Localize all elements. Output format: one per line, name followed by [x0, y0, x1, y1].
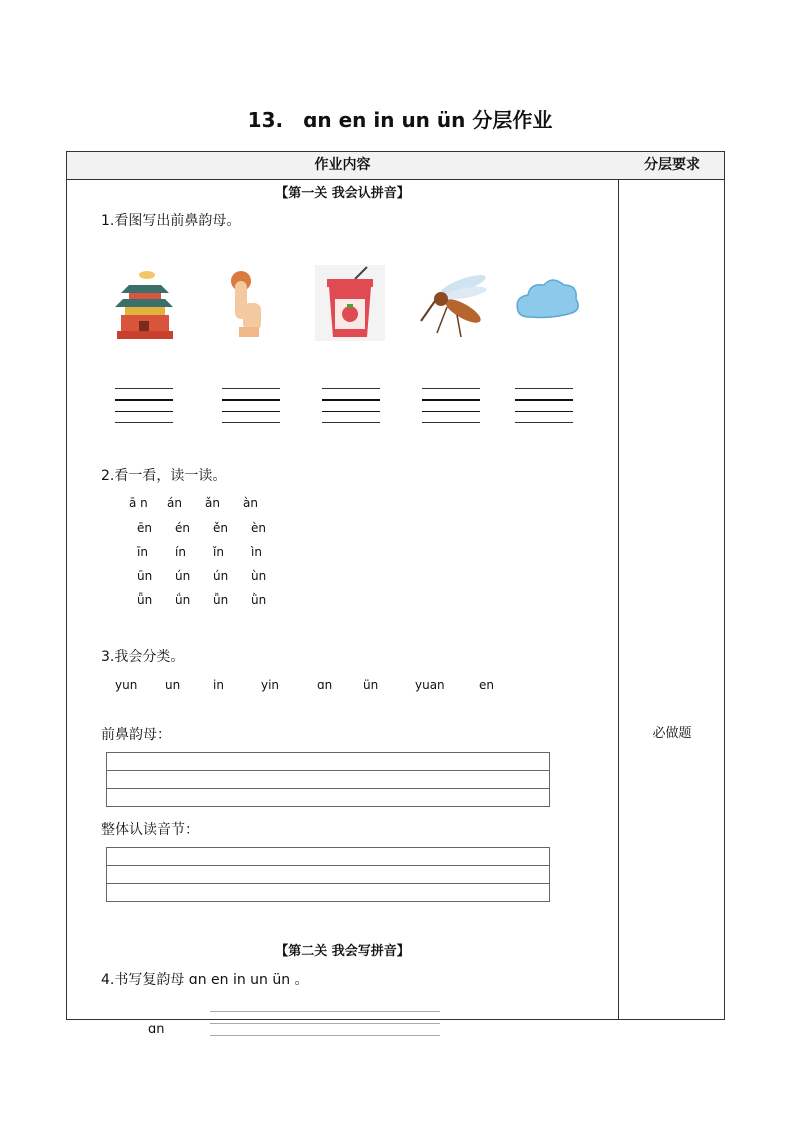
writing-lines-4[interactable]	[422, 388, 480, 433]
tone-item: ín	[175, 545, 186, 559]
tone-item: én	[175, 521, 190, 535]
header-content: 作业内容	[314, 157, 371, 173]
tone-item: án	[167, 496, 182, 510]
writing-lines-3[interactable]	[322, 388, 380, 433]
tone-item: ǜn	[251, 593, 267, 607]
drink-cup-icon	[315, 265, 385, 341]
question-4: 4.书写复韵母 ɑn en in un ün 。	[101, 972, 309, 988]
tone-item: ūn	[137, 569, 153, 583]
writing-lines-2[interactable]	[222, 388, 280, 433]
tone-row-an	[129, 496, 281, 510]
classify-word: un	[165, 678, 181, 692]
tone-item: ěn	[213, 521, 228, 535]
tone-item: àn	[243, 496, 258, 510]
writing-lines-1[interactable]	[115, 388, 173, 433]
homework-table	[66, 151, 725, 1020]
level2-title: 【第二关 我会写拼音】	[275, 944, 410, 959]
tone-item: ā n	[129, 496, 148, 510]
classify-word: in	[213, 678, 224, 692]
tone-item: ún	[175, 569, 191, 583]
page-title: 13. ɑn en in un ün 分层作业	[247, 108, 553, 132]
finger-press-icon	[217, 265, 287, 341]
writing-lines-5[interactable]	[515, 388, 573, 433]
tone-item: ǎn	[205, 496, 220, 510]
tone-item: ún	[213, 569, 229, 583]
level1-title: 【第一关 我会认拼音】	[275, 186, 410, 201]
column-divider	[618, 152, 619, 1019]
classify-word: ün	[363, 678, 379, 692]
requirement-value: 必做题	[652, 726, 692, 741]
tone-item: ǘn	[175, 593, 191, 607]
tone-row-in	[137, 545, 289, 559]
header-requirement: 分层要求	[644, 157, 700, 173]
front-nasal-label: 前鼻韵母：	[101, 727, 171, 743]
tone-item: ǚn	[213, 593, 229, 607]
tiananmen-icon	[109, 265, 179, 341]
tone-item: ùn	[251, 569, 267, 583]
tone-item: īn	[137, 545, 148, 559]
tone-row-vn	[137, 593, 289, 607]
tone-item: ǖn	[137, 593, 153, 607]
front-nasal-answer-box[interactable]	[106, 752, 550, 807]
tone-item: ǐn	[213, 545, 224, 559]
write-label-an: ɑn	[148, 1022, 165, 1037]
classify-words	[115, 674, 575, 693]
question-1: 1.看图写出前鼻韵母。	[101, 213, 241, 229]
question-2: 2.看一看，读一读。	[101, 468, 227, 484]
classify-word: yun	[115, 678, 138, 692]
classify-word: yin	[261, 678, 280, 692]
tone-row-un	[137, 569, 289, 583]
classify-word: en	[479, 678, 494, 692]
question-3: 3.我会分类。	[101, 649, 185, 665]
classify-word: ɑn	[317, 678, 333, 692]
whole-syllable-label: 整体认读音节：	[101, 822, 199, 838]
classify-word: yuan	[415, 678, 445, 692]
cloud-icon	[512, 265, 582, 341]
whole-syllable-answer-box[interactable]	[106, 847, 550, 902]
tone-item: ēn	[137, 521, 152, 535]
tone-row-en	[137, 521, 289, 535]
table-header	[67, 152, 724, 180]
tone-item: ìn	[251, 545, 262, 559]
tone-item: èn	[251, 521, 266, 535]
mosquito-icon	[417, 265, 487, 341]
write-lines-an[interactable]	[210, 1011, 440, 1047]
